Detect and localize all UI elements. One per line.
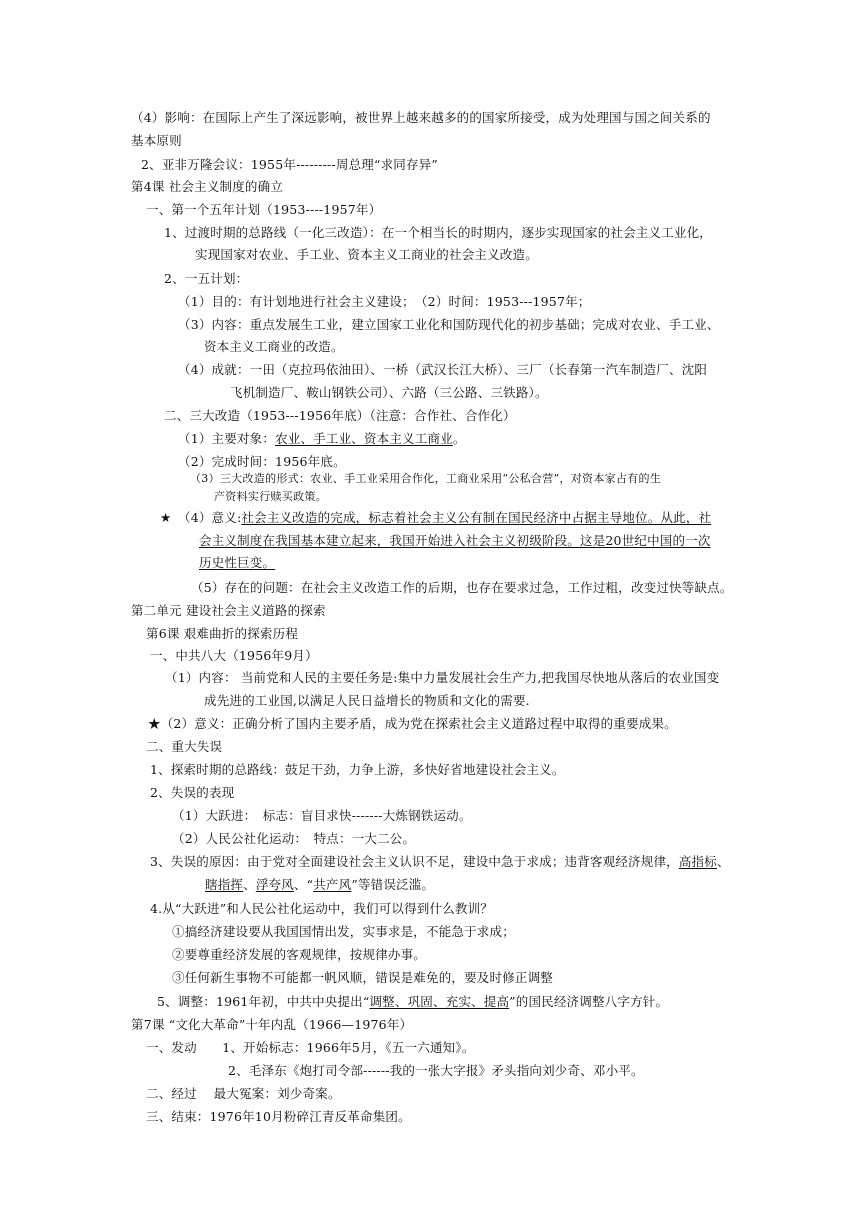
text-line: 1、探索时期的总路线：鼓足干劲，力争上游，多快好省地建设社会主义。 — [150, 762, 565, 777]
text-line: （4）影响：在国际上产生了深远影响，被世界上越来越多的的国家所接受，成为处理国与国之间关系的 — [131, 110, 711, 125]
text-line: 2、失误的表现 — [150, 785, 235, 800]
text-line: 实现国家对农业、手工业、资本主义工商业的社会主义改造。 — [195, 247, 538, 262]
text-line: （3）三大改造的形式：农业、手工业采用合作化，工商业采用“公私合营”，对资本家占有的生 — [190, 472, 662, 485]
lesson-heading: 第6课 艰难曲折的探索历程 — [146, 626, 299, 641]
text-line — [157, 994, 668, 1010]
text-line: （4）成就：一田（克拉玛依油田）、一桥（武汉长江大桥）、三厂（长春第一汽车制造厂、沈阳 — [178, 362, 708, 377]
text-line: （1）目的：有计划地进行社会主义建设； （2）时间：1953---1957年； — [178, 294, 591, 309]
star-icon: ★ — [148, 716, 161, 731]
text-line — [148, 716, 677, 732]
section-heading: 三、结束：1976年10月粉碎江青反革命集团。 — [146, 1109, 411, 1124]
text-line: 基本原则 — [131, 133, 182, 148]
text-line: 1、过渡时期的总路线（一化三改造）：在一个相当长的时期内，逐步实现国家的社会主义工业化， — [164, 225, 713, 240]
underlined-text: 瞎指挥 — [205, 877, 244, 892]
text-line: 资本主义工商业的改造。 — [204, 339, 344, 354]
text-line — [205, 877, 434, 893]
text-segment: ”的国民经济调整八字方针。 — [509, 994, 669, 1009]
text-line — [160, 510, 711, 526]
text-line: ③任何新生事物不可能都一帆风顺，错误是难免的，要及时修正调整 — [172, 970, 554, 985]
text-line: ②要尊重经济发展的客观规律，按规律办事。 — [172, 947, 427, 962]
section-heading: 二、重大失误 — [146, 739, 223, 754]
text-line: （5）存在的问题：在社会主义改造工作的后期，也存在要求过急，工作过粗，改变过快等缺点。 — [191, 580, 733, 595]
text-segment: 、 — [243, 877, 256, 892]
text-segment: （2）意义：正确分析了国内主要矛盾，成为党在探索社会主义道路过程中取得的重要成果。 — [160, 716, 677, 731]
text-line: 飞机制造厂、鞍山钢铁公司）、六路（三公路、三铁路）。 — [230, 385, 548, 400]
text-line: 成先进的工业国,以满足人民日益增长的物质和文化的需要. — [204, 693, 530, 708]
section-heading: 二、经过 最大冤案：刘少奇案。 — [146, 1086, 341, 1101]
text-line: （1）内容： 当前党和人民的主要任务是:集中力量发展社会生产力,把我国尽快地从落后的农业国变 — [165, 670, 720, 685]
text-segment: 、“ — [293, 877, 314, 892]
text-line: （2）完成时间：1956年底。 — [178, 454, 346, 469]
text-segment: 5、调整：1961年初，中共中央提出“ — [157, 994, 370, 1009]
text-line — [199, 533, 711, 549]
underlined-text: 社会主义改造的完成，标志着社会主义公有制在国民经济中占据主导地位。从此，社 — [241, 510, 712, 525]
underlined-text: 共产风 — [313, 877, 352, 892]
section-heading: 二、三大改造（1953---1956年底）（注意：合作社、合作化） — [164, 408, 516, 423]
underlined-text: 会主义制度在我国基本建立起来，我国开始进入社会主义初级阶段。这是20世纪中国的一次 — [199, 533, 711, 548]
unit-heading: 第二单元 建设社会主义道路的探索 — [131, 603, 326, 618]
text-segment: 3、失误的原因：由于党对全面建设社会主义认识不足，建设中急于求成；违背客观经济规律， — [150, 854, 679, 869]
section-heading: 一、发动 1、开始标志：1966年5月，《五一六通知》。 — [146, 1040, 475, 1055]
star-icon: ★ — [160, 510, 172, 525]
text-line — [199, 555, 275, 571]
underlined-text: 农业、手工业、资本主义工商业 — [275, 431, 453, 446]
lesson-heading: 第4课 社会主义制度的确立 — [131, 179, 284, 194]
text-line: 2、毛泽东《炮打司令部------我的一张大字报》矛头指向刘少奇、邓小平。 — [228, 1063, 644, 1078]
text-segment: （4）意义: — [178, 510, 242, 525]
text-segment: ”等错误泛滥。 — [351, 877, 435, 892]
text-segment: （1）主要对象： — [178, 431, 276, 446]
section-heading: 一、第一个五年计划（1953----1957年） — [146, 202, 382, 217]
underlined-text: 浮夸风 — [255, 877, 294, 892]
underlined-text: 高指标 — [678, 854, 717, 869]
text-line — [150, 854, 730, 870]
section-heading: 一、中共八大（1956年9月） — [150, 648, 318, 663]
text-segment: 、 — [716, 854, 730, 869]
text-line: （1）大跃进： 标志：盲目求快-------大炼钢铁运动。 — [172, 808, 472, 823]
text-segment: 。 — [452, 431, 466, 446]
text-line: ①搞经济建设要从我国国情出发，实事求是，不能急于求成； — [172, 924, 515, 939]
text-line: 2、亚非万隆会议：1955年---------周总理“求同存异” — [141, 157, 438, 172]
text-line: （2）人民公社化运动： 特点：一大二公。 — [172, 831, 416, 846]
underlined-text: 调整、巩固、充实、提高 — [369, 994, 510, 1009]
text-line: 产资料实行赎买政策。 — [214, 490, 327, 503]
underlined-text: 历史性巨变。 — [199, 555, 276, 570]
text-line: （3）内容：重点发展生工业，建立国家工业化和国防现代化的初步基础；完成对农业、手工业、 — [178, 317, 720, 332]
lesson-heading: 第7课 “文化大革命”十年内乱（1966—1976年） — [131, 1017, 413, 1032]
text-line: 2、一五计划： — [164, 271, 249, 286]
question-line: 4.从“大跃进”和人民公社化运动中，我们可以得到什么教训？ — [150, 901, 494, 916]
text-line — [178, 431, 466, 447]
